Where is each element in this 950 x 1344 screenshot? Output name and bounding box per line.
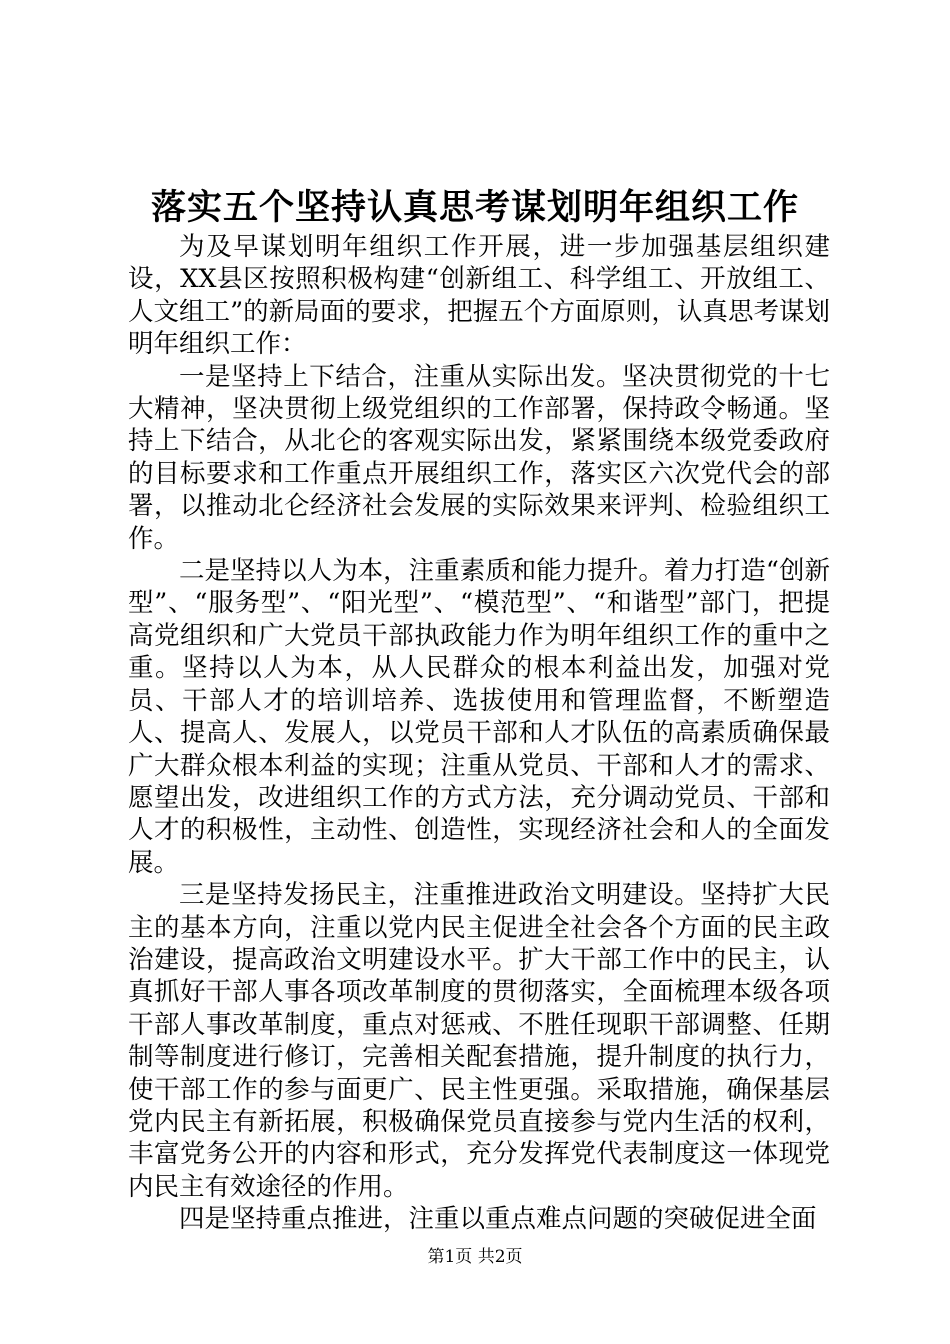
page-footer — [0, 1245, 950, 1269]
paragraph-point-one: 一是坚持上下结合，注重从实际出发。坚决贯彻党的十七大精神，坚决贯彻上级党组织的工作部署，保持政令畅通。坚持上下结合，从北仑的客观实际出发，紧紧围绕本级党委政府的目标要求和工作重点开展组织工作，落实区六次党代会的部署，以推动北仑经济社会发展的实际效果来评判、检验组织工作。 — [128, 361, 830, 554]
page-total: 共2页 — [477, 1247, 523, 1267]
paragraph-intro: 为及早谋划明年组织工作开展，进一步加强基层组织建设，XX县区按照积极构建“创新组工、科学组工、开放组工、人文组工”的新局面的要求，把握五个方面原则，认真思考谋划明年组织工作： — [128, 232, 830, 360]
document-body — [128, 231, 830, 1236]
document-title: 落实五个坚持认真思考谋划明年组织工作 — [150, 187, 799, 228]
page-number: 第1页 — [427, 1247, 473, 1267]
paragraph-point-three: 三是坚持发扬民主，注重推进政治文明建设。坚持扩大民主的基本方向，注重以党内民主促进全社会各个方面的民主政治建设，提高政治文明建设水平。扩大干部工作中的民主，认真抓好干部人事各项改革制度的贯彻落实，全面梳理本级各项干部人事改革制度，重点对惩戒、不胜任现职干部调整、任期制等制度进行修订，完善相关配套措施，提升制度的执行力，使干部工作的参与面更广、民主性更强。采取措施，确保基层党内民主有新拓展，积极确保党员直接参与党内生活的权利，丰富党务公开的内容和形式，充分发挥党代表制度这一体现党内民主有效途径的作用。 — [128, 880, 830, 1202]
paragraph-point-two: 二是坚持以人为本，注重素质和能力提升。着力打造“创新型”、“服务型”、“阳光型”、“模范型”、“和谐型”部门，把提高党组织和广大党员干部执政能力作为明年组织工作的重中之重。坚持以人为本，从人民群众的根本利益出发，加强对党员、干部人才的培训培养、选拔使用和管理监督，不断塑造人、提高人、发展人，以党员干部和人才队伍的高素质确保最广大群众根本利益的实现；注重从党员、干部和人才的需求、愿望出发，改进组织工作的方式方法，充分调动党员、干部和人才的积极性，主动性、创造性，实现经济社会和人的全面发展。 — [128, 556, 830, 878]
paragraph-point-four: 四是坚持重点推进，注重以重点难点问题的突破促进全面 — [179, 1204, 817, 1235]
